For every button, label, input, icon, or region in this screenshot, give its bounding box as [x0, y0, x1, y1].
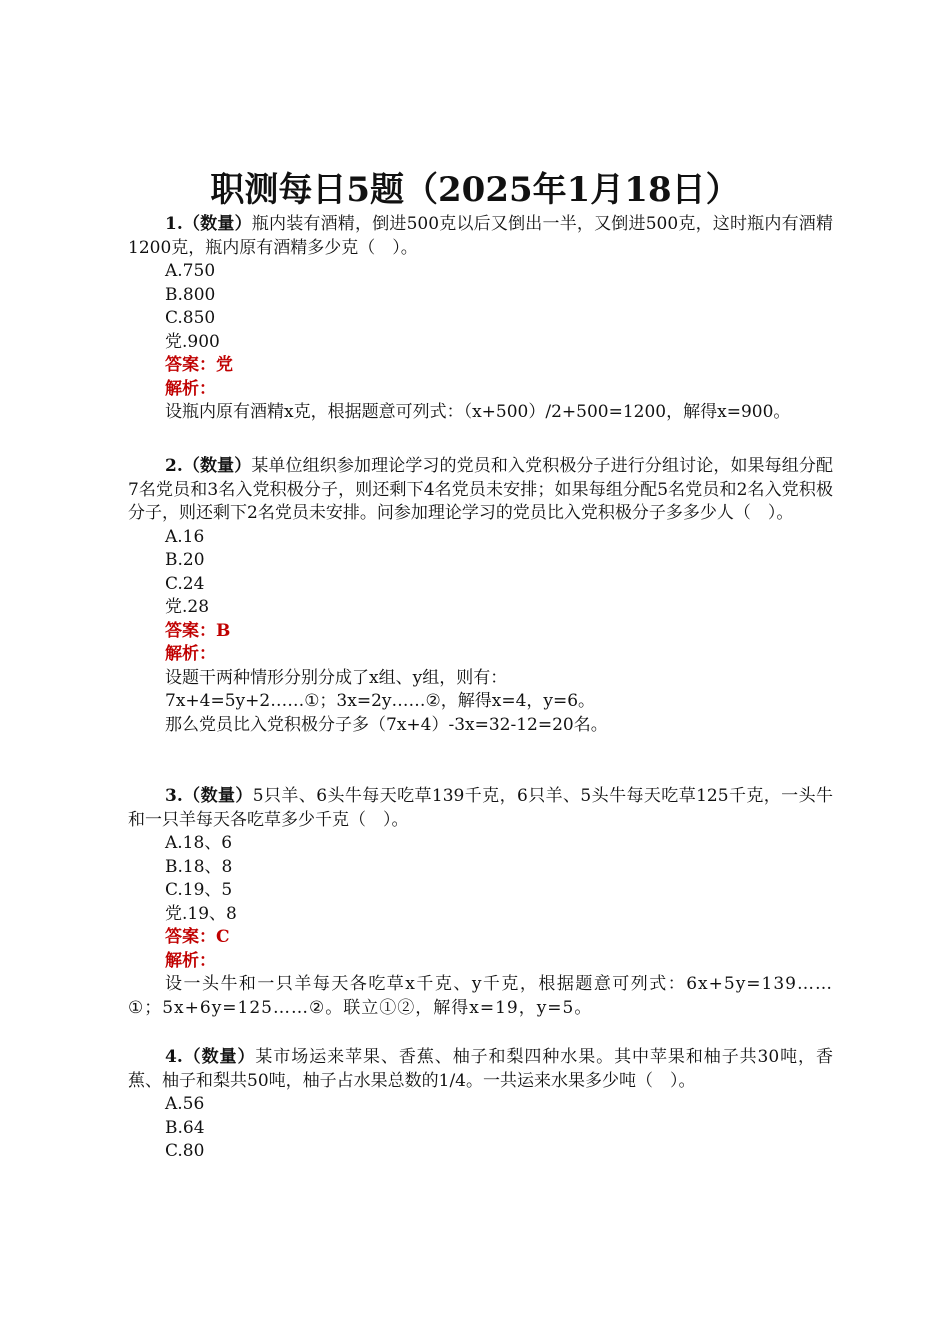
question-text: 瓶内装有酒精，倒进500克以后又倒出一半，又倒进500克，这时瓶内有酒精1200克，瓶内原有酒精多少克（ ）。 — [128, 214, 833, 258]
question-tag: （数量） — [182, 786, 253, 806]
question-text: 某单位组织参加理论学习的党员和入党积极分子进行分组讨论，如果每组分配7名党员和3名入党积极分子，则还剩下4名党员未安排；如果每组分配5名党员和2名入党积极分子，则还剩下2名党员未安排。问参加理论学习的党员比入党积极分子多多少人（ ）。 — [128, 456, 834, 523]
option-c: C.80 — [165, 1141, 205, 1161]
answer-label: 答案：B — [165, 620, 231, 641]
document-title: 职测每日5题（2025年1月18日） — [210, 170, 740, 210]
option-d: 党.28 — [165, 597, 210, 617]
question-number: 4. — [165, 1047, 183, 1067]
option-b: B.20 — [165, 550, 205, 570]
question-number: 3. — [165, 786, 183, 806]
question-4 — [128, 1046, 833, 1164]
option-b: B.64 — [165, 1117, 205, 1138]
question-stem — [128, 213, 833, 260]
question-text: 某市场运来苹果、香蕉、柚子和梨四种水果。其中苹果和柚子共30吨，香蕉、柚子和梨共50吨，柚子占水果总数的1/4。一共运来水果多少吨（ ）。 — [128, 1047, 833, 1091]
explanation-line: 7x+4=5y+2……①；3x=2y……②，解得x=4，y=6。 — [165, 691, 596, 711]
answer-label: 答案：C — [165, 927, 230, 947]
question-number: 2. — [165, 456, 183, 476]
option-c: C.24 — [165, 573, 205, 594]
option-b: B.18、8 — [165, 856, 233, 877]
question-stem — [128, 1046, 833, 1093]
option-d: 党.19、8 — [165, 903, 237, 924]
option-a: A.56 — [165, 1094, 205, 1114]
option-c: C.19、5 — [165, 880, 233, 900]
explanation-line: 设瓶内原有酒精x克，根据题意可列式：（x+500）/2+500=1200，解得x=900。 — [165, 402, 791, 422]
question-1 — [128, 213, 833, 425]
analysis-label: 解析： — [165, 378, 216, 399]
explanation-line: 那么党员比入党积极分子多（7x+4）-3x=32-12=20名。 — [165, 714, 608, 735]
question-2 — [128, 455, 833, 737]
option-a: A.16 — [165, 526, 205, 547]
question-tag: （数量） — [182, 214, 252, 234]
analysis-label: 解析： — [165, 644, 216, 664]
analysis-label: 解析： — [165, 950, 216, 971]
question-stem — [128, 785, 833, 832]
explanation-line: 设题干两种情形分别分成了x组、y组，则有： — [165, 667, 508, 688]
option-a: A.18、6 — [165, 833, 233, 853]
option-a: A.750 — [165, 261, 216, 281]
question-tag: （数量） — [182, 1047, 256, 1067]
question-text: 5只羊、6头牛每天吃草139千克，6只羊、5头牛每天吃草125千克，一头牛和一只羊每天各吃草多少千克（ ）。 — [128, 786, 833, 830]
question-3 — [128, 785, 833, 1020]
explanation-line: 设一头牛和一只羊每天各吃草x千克、y千克，根据题意可列式：6x+5y=139……①；5x+6y=125……②。联立①②，解得x=19，y=5。 — [128, 974, 833, 1018]
question-number: 1. — [165, 214, 183, 234]
option-d: 党.900 — [165, 331, 220, 352]
option-c: C.850 — [165, 308, 216, 328]
question-stem — [128, 455, 833, 526]
option-b: B.800 — [165, 284, 216, 305]
answer-label: 答案：党 — [165, 355, 233, 375]
question-tag: （数量） — [182, 456, 252, 476]
